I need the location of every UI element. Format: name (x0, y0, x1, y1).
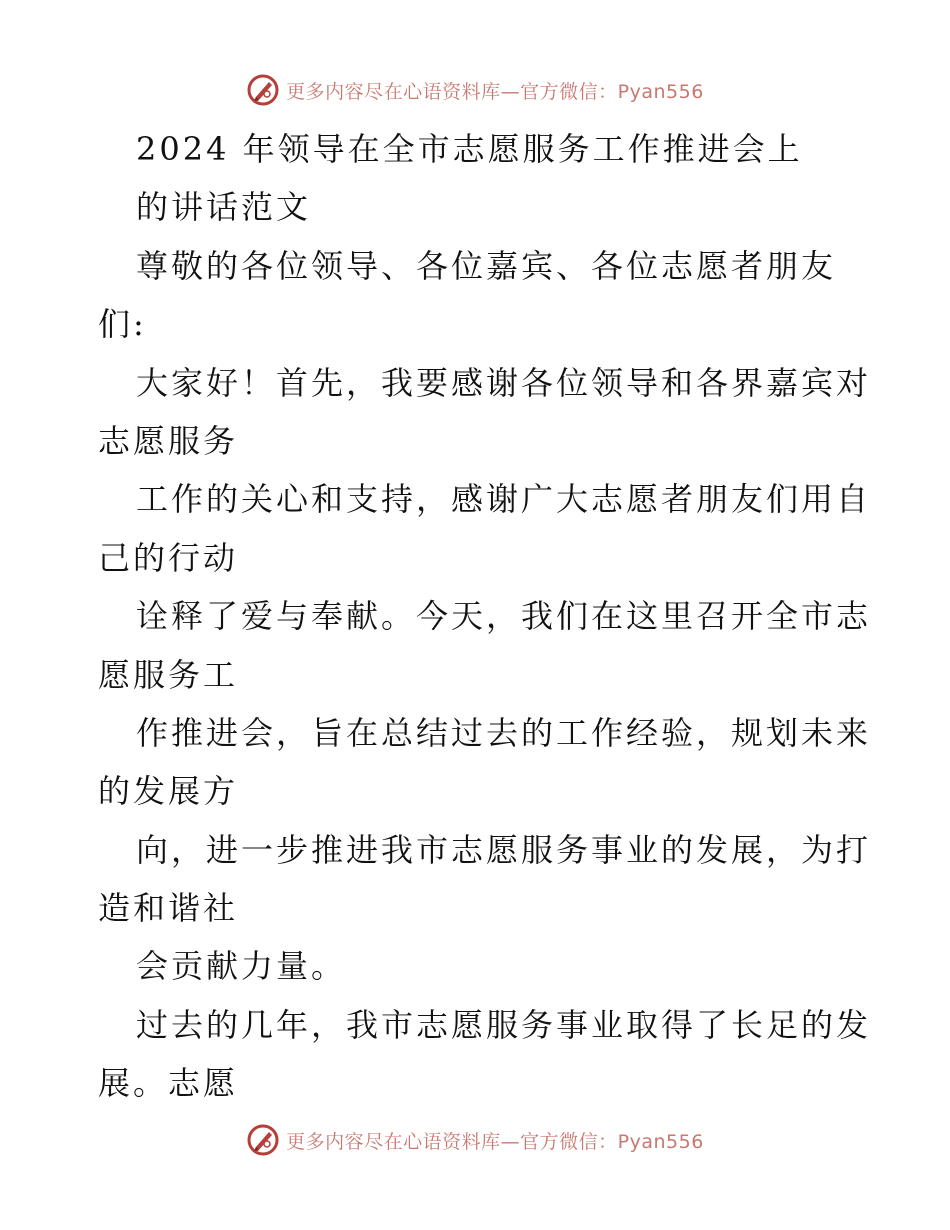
paragraph-line: 造和谐社 (98, 889, 239, 928)
paragraph-line: 诠释了爱与奉献。今天，我们在这里召开全市志 (136, 597, 872, 636)
footer-banner-text: 更多内容尽在心语资料库—官方微信：Pyan556 (286, 1130, 704, 1153)
header-banner (0, 70, 950, 110)
paragraph-line: 过去的几年，我市志愿服务事业取得了长足的发 (136, 1005, 872, 1044)
document-body (98, 120, 872, 1113)
pen-seal-logo-icon (246, 1123, 280, 1157)
title-line-2: 的讲话范文 (136, 188, 312, 227)
paragraph-line: 作推进会，旨在总结过去的工作经验，规划未来 (136, 713, 872, 752)
paragraph-line: 愿服务工 (98, 655, 239, 694)
paragraph-line: 展。志愿 (98, 1064, 239, 1103)
paragraph-line: 己的行动 (98, 538, 239, 577)
paragraph-line: 会贡献力量。 (136, 947, 347, 986)
paragraph-line: 向，进一步推进我市志愿服务事业的发展，为打 (136, 830, 872, 869)
paragraph-line: 的发展方 (98, 772, 239, 811)
paragraph-line: 大家好！首先，我要感谢各位领导和各界嘉宾对 (136, 363, 872, 402)
pen-seal-logo-icon (246, 73, 280, 107)
footer-banner (0, 1120, 950, 1160)
header-banner-text: 更多内容尽在心语资料库—官方微信：Pyan556 (286, 80, 704, 103)
paragraph-line: 尊敬的各位领导、各位嘉宾、各位志愿者朋友 (136, 246, 837, 285)
title-line-1: 2024 年领导在全市志愿服务工作推进会上 (136, 130, 803, 168)
paragraph-line: 工作的关心和支持，感谢广大志愿者朋友们用自 (136, 480, 872, 519)
paragraph-line: 们: (98, 305, 147, 344)
paragraph-line: 志愿服务 (98, 421, 239, 460)
